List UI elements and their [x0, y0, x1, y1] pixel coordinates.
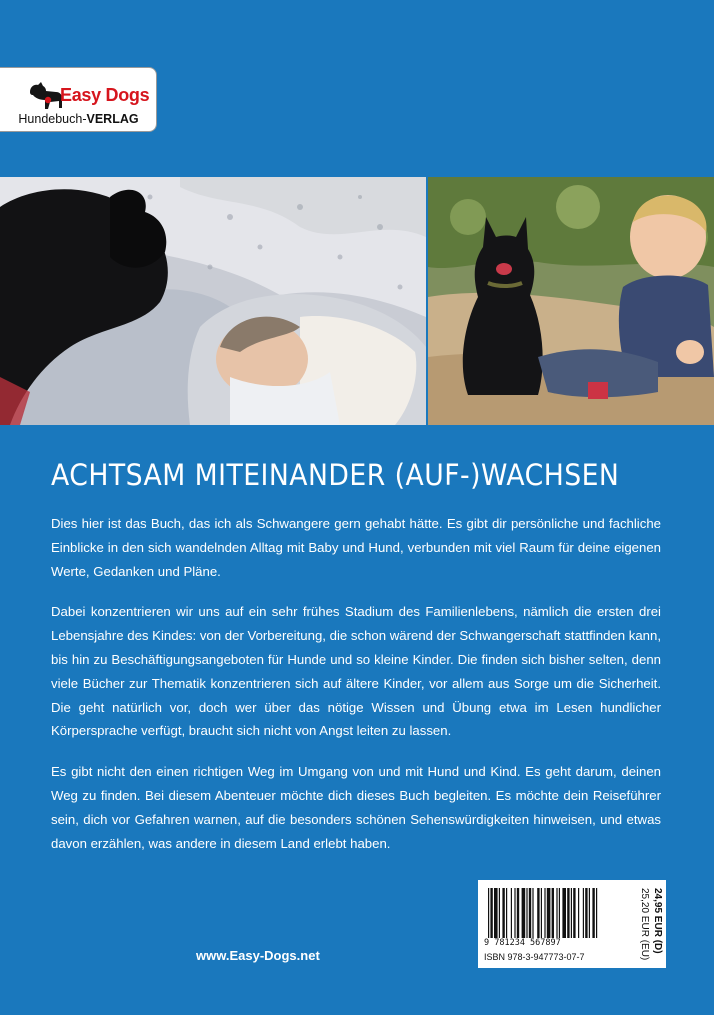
paragraph-3: Es gibt nicht den einen richtigen Weg im Umgang von und mit Hund und Kind. Es geht darum, deinen Weg zu finden. Bei diesem Abenteuer möchte dich dieses Buch begleiten. Es möchte dein Reiseführer sein, dich vor Gefahren warnen, auf die besonders schönen Sehenswürdigkeiten hinweisen, und etwas davon erzählen, was andere in diesem Land erlebt haben. [51, 764, 661, 851]
paragraph-1: Dies hier ist das Buch, das ich als Schwangere gern gehabt hätte. Es gibt dir persönliche und fachliche Einblicke in den sich wandelnden Alltag mit Baby und Hund, verbunden mit viel Raum für deine eigenen Werte, Gedanken und Pläne. [51, 516, 661, 579]
body-text [51, 512, 661, 872]
headline: ACHTSAM MITEINANDER (AUF-)WACHSEN [51, 458, 620, 492]
logo-brand-name: Easy Dogs [60, 85, 150, 105]
logo-subtitle [0, 112, 157, 126]
price-germany: 24,95 EUR (D) [652, 888, 663, 954]
price-eu: 25,20 EUR (EU) [639, 888, 650, 961]
paragraph-2: Dabei konzentrieren wir uns auf ein sehr frühes Stadium des Familienlebens, nämlich die ersten drei Lebensjahre des Kindes: von der Vorbereitung, die schon wärend der Schwangerschaft stattfinden kann, bis hin zu Beschäftigungsangeboten für Hunde und so kleine Kinder. Die finden sich bisher selten, denn viele Bücher zur Thematik konzentrieren sich auf ältere Kinder, vor allem aus Sorge um die Sicherheit. Die geht natürlich vor, doch wer über das nötige Wissen und Übung etwa im Lesen hundlicher Körpersprache verfügt, braucht sich nicht von Angst leiten zu lassen. [51, 604, 661, 739]
barcode-digits: 9 781234 567897 [484, 938, 561, 948]
logo-subtitle-normal: Hundebuch- [18, 112, 87, 126]
photo-dog-with-toddler [428, 177, 714, 425]
website-link[interactable]: www.Easy-Dogs.net [196, 948, 320, 963]
photo-dog-with-baby [0, 177, 426, 425]
barcode-panel [478, 880, 666, 968]
isbn-text: ISBN 978-3-947773-07-7 [484, 952, 585, 962]
publisher-logo [0, 67, 157, 132]
logo-subtitle-bold: VERLAG [86, 112, 139, 126]
barcode-image [486, 888, 634, 938]
